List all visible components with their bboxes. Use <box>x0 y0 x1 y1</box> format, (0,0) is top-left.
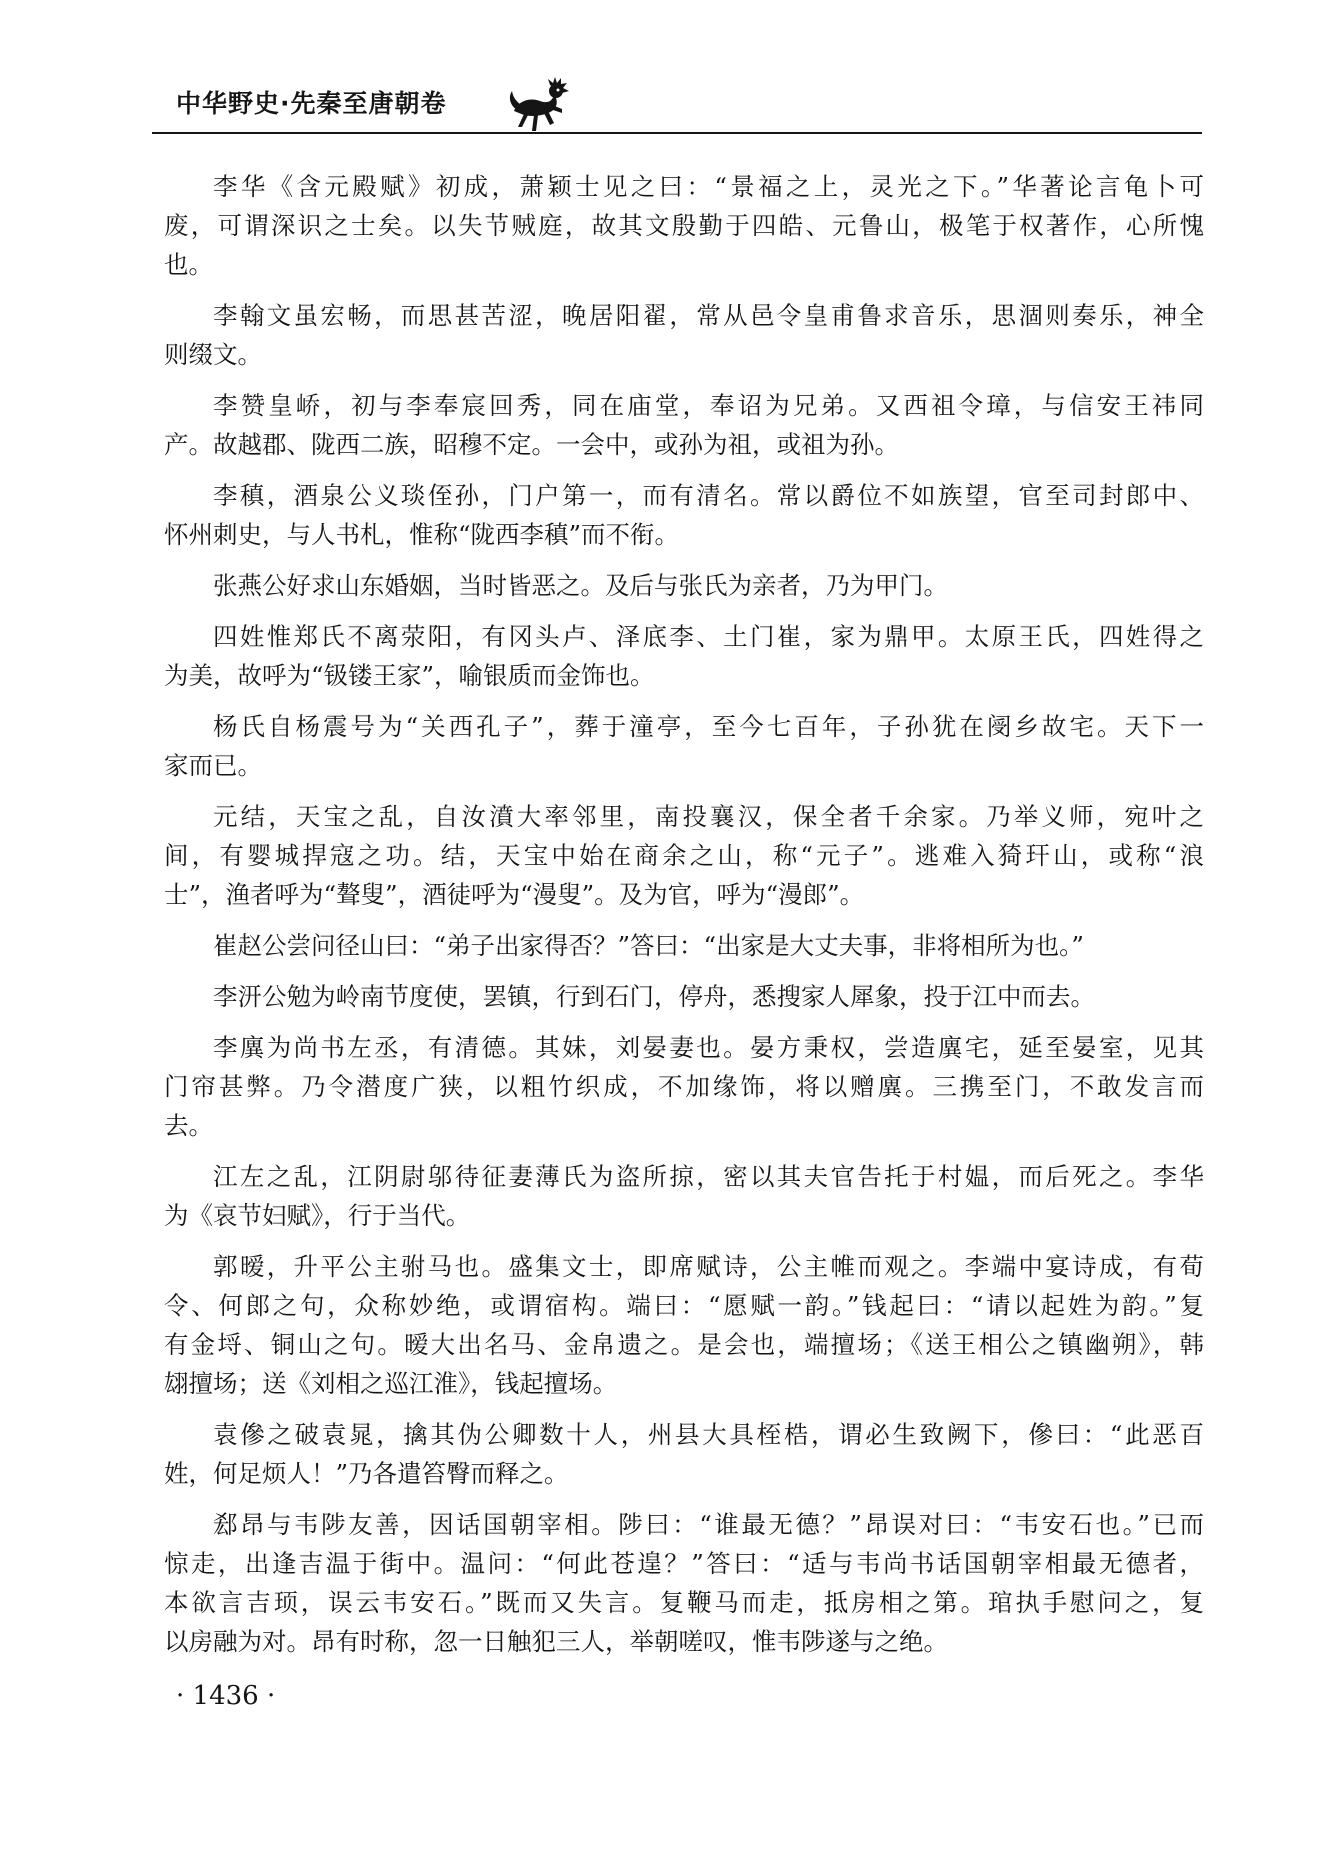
text-line: 则缀文。 <box>164 340 262 369</box>
text-line: 惊走，出逢吉温于街中。温问：“何此苍遑？”答曰：“适与韦尚书话国朝宰相最无德者， <box>164 1549 1204 1578</box>
paragraph <box>164 707 1204 785</box>
paragraph <box>164 1415 1204 1493</box>
text-line: 也。 <box>164 250 213 279</box>
paragraph <box>164 1505 1204 1661</box>
text-line: 去。 <box>164 1111 213 1140</box>
text-line: 四姓惟郑氏不离荥阳，有冈头卢、泽底李、土门崔，家为鼎甲。太原王氏，四姓得之 <box>213 622 1204 651</box>
text-line: 本欲言吉顼，误云韦安石。”既而又失言。复鞭马而走，抵房相之第。琯执手慰问之，复 <box>164 1588 1204 1617</box>
text-line: 李廙为尚书左丞，有清德。其妹，刘晏妻也。晏方秉权，尝造廙宅，延至晏室，见其 <box>213 1033 1204 1062</box>
text-line: 江左之乱，江阴尉邬待征妻薄氏为盗所掠，密以其夫官告托于村媪，而后死之。李华 <box>213 1162 1204 1191</box>
text-line: 家而已。 <box>164 751 262 780</box>
text-line: 李稹，酒泉公义琰侄孙，门户第一，而有清名。常以爵位不如族望，官至司封郎中、 <box>213 481 1204 510</box>
paragraph <box>164 296 1204 374</box>
text-line: 杨氏自杨震号为“关西孔子”，葬于潼亭，至今七百年，子孙犹在阌乡故宅。天下一 <box>213 712 1204 741</box>
text-line: 士”，渔者呼为“聱叟”，酒徒呼为“漫叟”。及为官，呼为“漫郎”。 <box>164 880 865 909</box>
text-line: 袁傪之破袁晁，擒其伪公卿数十人，州县大具桎梏，谓必生致阙下，傪曰：“此恶百 <box>213 1420 1204 1449</box>
text-line: 郭暧，升平公主驸马也。盛集文士，即席赋诗，公主帷而观之。李端中宴诗成，有荀 <box>213 1252 1204 1281</box>
text-line: 间，有婴城捍寇之功。结，天宝中始在商余之山，称“元子”。逃难入猗玕山，或称“浪 <box>164 841 1204 870</box>
paragraph <box>164 1157 1204 1235</box>
text-line: 元结，天宝之乱，自汝濆大率邻里，南投襄汉，保全者千余家。乃举义师，宛叶之 <box>213 802 1204 831</box>
text-line: 李翰文虽宏畅，而思甚苦涩，晚居阳翟，常从邑令皇甫鲁求音乐，思涸则奏乐，神全 <box>213 301 1204 330</box>
paragraph <box>164 617 1204 695</box>
paragraph <box>164 926 1204 965</box>
text-line: 郄昂与韦陟友善，因话国朝宰相。陟曰：“谁最无德？”昂误对曰：“韦安石也。”已而 <box>213 1510 1204 1539</box>
text-line: 张燕公好求山东婚姻，当时皆恶之。及后与张氏为亲者，乃为甲门。 <box>213 571 948 600</box>
header-rule <box>152 132 1202 134</box>
text-line: 产。故越郡、陇西二族，昭穆不定。一会中，或孙为祖，或祖为孙。 <box>164 430 899 459</box>
page-body-text <box>164 167 1204 1673</box>
text-line: 以房融为对。昂有时称，忽一日触犯三人，举朝嗟叹，惟韦陟遂与之绝。 <box>164 1627 948 1656</box>
paragraph <box>164 1028 1204 1145</box>
page-number: · 1436 · <box>176 1681 276 1711</box>
text-line: 李华《含元殿赋》初成，萧颖士见之曰：“景福之上，灵光之下。”华著论言龟卜可 <box>213 172 1204 201</box>
paragraph <box>164 566 1204 605</box>
text-line: 废，可谓深识之士矣。以失节贼庭，故其文殷勤于四皓、元鲁山，极笔于权著作，心所愧 <box>164 211 1204 240</box>
text-line: 李汧公勉为岭南节度使，罢镇，行到石门，停舟，悉搜家人犀象，投于江中而去。 <box>213 982 1095 1011</box>
paragraph <box>164 386 1204 464</box>
text-line: 有金埒、铜山之句。暧大出名马、金帛遗之。是会也，端擅场；《送王相公之镇幽朔》，韩 <box>164 1330 1204 1359</box>
text-line: 翃擅场；送《刘相之巡江淮》，钱起擅场。 <box>164 1369 618 1398</box>
text-line: 为《哀节妇赋》，行于当代。 <box>164 1201 471 1230</box>
running-header-title: 中华野史·先秦至唐朝卷 <box>176 89 447 118</box>
text-line: 令、何郎之句，众称妙绝，或谓宿构。端曰：“愿赋一韵。”钱起曰：“请以起姓为韵。”复 <box>164 1291 1204 1320</box>
text-line: 姓，何足烦人！”乃各遣笞臀而释之。 <box>164 1459 569 1488</box>
paragraph <box>164 167 1204 284</box>
dragon-ornament-icon <box>504 77 570 133</box>
text-line: 崔赵公尝问径山曰：“弟子出家得否？”答曰：“出家是大丈夫事，非将相所为也。” <box>213 931 1084 960</box>
text-line: 门帘甚弊。乃令潜度广狭，以粗竹织成，不加缘饰，将以赠廙。三携至门，不敢发言而 <box>164 1072 1204 1101</box>
paragraph <box>164 977 1204 1016</box>
text-line: 为美，故呼为“钑镂王家”，喻银质而金饰也。 <box>164 661 655 690</box>
paragraph <box>164 476 1204 554</box>
text-line: 李赞皇峤，初与李奉宸回秀，同在庙堂，奉诏为兄弟。又西祖令璋，与信安王祎同 <box>213 391 1204 420</box>
text-line: 怀州刺史，与人书札，惟称“陇西李稹”而不衔。 <box>164 520 680 549</box>
paragraph <box>164 797 1204 914</box>
paragraph <box>164 1247 1204 1403</box>
